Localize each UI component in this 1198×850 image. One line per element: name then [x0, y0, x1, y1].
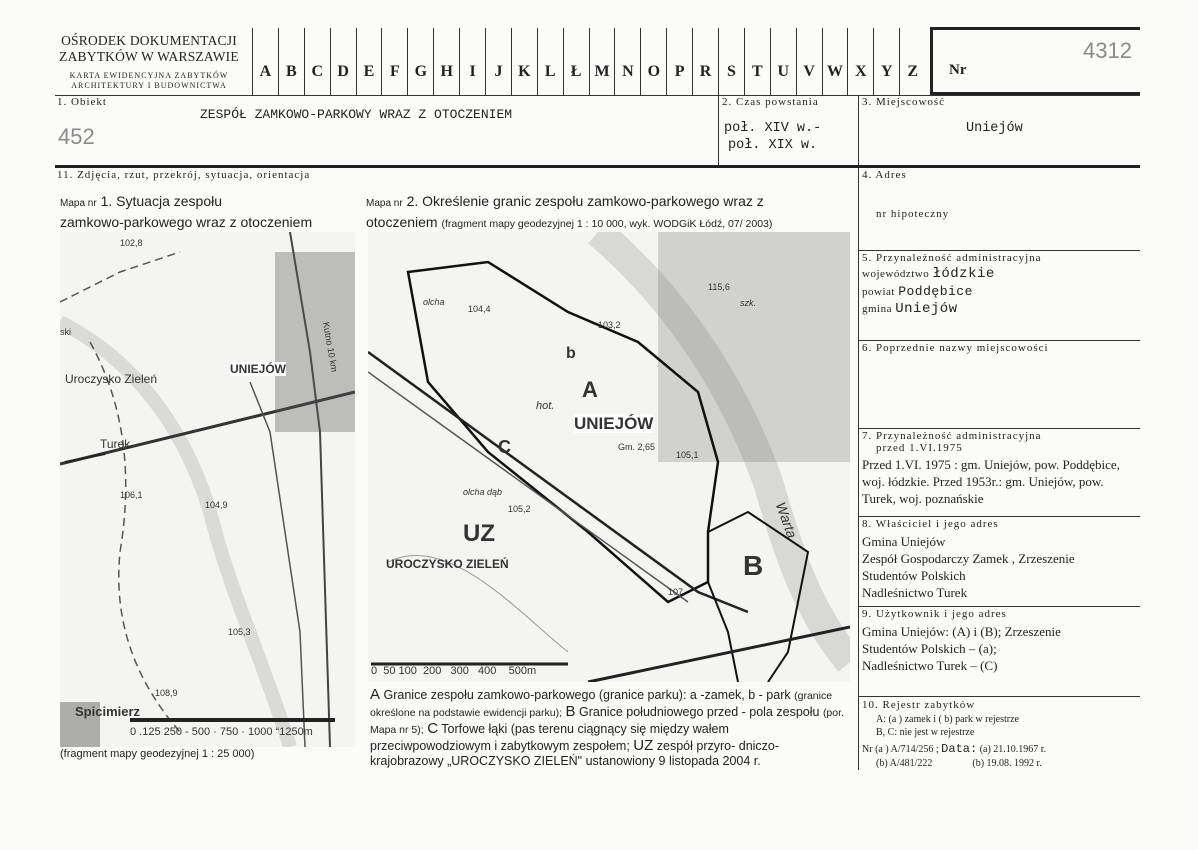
map-label: C: [498, 437, 511, 457]
index-letter: G: [407, 28, 433, 95]
index-letter: F: [381, 28, 407, 95]
map-label: Turek: [100, 437, 131, 451]
index-letter: S: [718, 28, 744, 95]
register-line-1: A: (a ) zamek i ( b) park w rejestrze: [876, 714, 1019, 725]
index-letter: Z: [899, 28, 925, 95]
nr-label: Nr: [949, 62, 967, 78]
map-label: 106,1: [120, 490, 143, 500]
index-letter: V: [796, 28, 822, 95]
map-1-title-line-1: Sytuacja zespołu: [116, 193, 222, 209]
index-letter: D: [330, 28, 356, 95]
index-letters: [252, 28, 925, 95]
org-line-2: ZABYTKÓW W WARSZAWIE: [59, 49, 239, 64]
commune-label: gmina: [862, 303, 892, 315]
index-letter: L: [537, 28, 563, 95]
map-label: Gm. 2,65: [618, 442, 656, 452]
map-2-prefix: Mapa nr: [366, 198, 403, 209]
mortgage-number-label: nr hipoteczny: [876, 208, 950, 220]
map-1-title-line-2: zamkowo-parkowego wraz z otoczeniem: [60, 214, 313, 230]
index-letter: K: [511, 28, 537, 95]
map-label: 115,6: [708, 282, 730, 292]
legend-key: A: [370, 686, 381, 703]
prior-affiliation: Przed 1.VI. 1975 : gm. Uniejów, pow. Poddębice, woj. łódzkie. Przed 1953r.: gm. Uniejów, pow. Turek, woj. poznańskie: [862, 457, 1120, 506]
index-letter: Y: [873, 28, 899, 95]
map-label: b: [566, 345, 576, 362]
map-2-number: 2.: [406, 193, 419, 209]
legend-text: zespół przyro- dniczo-krajobrazowy „UROCZYSKO ZIELEŃ" ustanowiony 9 listopada 2004 r.: [370, 739, 780, 768]
map-1-title: [60, 192, 312, 231]
field-1-label: 1. Obiekt: [57, 96, 107, 108]
map-label: 104,9: [205, 500, 228, 510]
legend-key: B: [565, 703, 576, 720]
map-label: Spicimierz: [75, 704, 141, 719]
map-1-situation: [60, 232, 355, 747]
index-letter: W: [822, 28, 848, 95]
map-1-caption: (fragment mapy geodezyjnej 1 : 25 000): [60, 748, 255, 760]
creation-time: [724, 120, 821, 154]
commune: Uniejów: [895, 301, 958, 317]
index-letter: R: [692, 28, 718, 95]
map-label: szk.: [740, 298, 757, 308]
register-nr-a: (a ) A/714/256 ;: [875, 744, 939, 755]
legend-text: Granice południowego przed - pola zespołu: [579, 705, 820, 719]
date-label: Data:: [941, 742, 978, 756]
index-letter: T: [744, 28, 770, 95]
card-line-1: KARTA EWIDENCYJNA ZABYTKÓW: [69, 71, 229, 80]
map-1-number: 1.: [100, 193, 113, 209]
map-label: ski: [60, 327, 71, 337]
county: Poddębice: [898, 284, 973, 299]
field-6-label: 6. Poprzednie nazwy miejscowości: [862, 342, 1049, 354]
field-9-label: 9. Użytkownik i jego adres: [862, 608, 1007, 620]
register-date-b: (b) 19.08. 1992 r.: [972, 758, 1042, 769]
map-1-scale-bar: 0 .125 250 - 500 · 750 · 1000 “1250m: [130, 726, 313, 738]
field-10-label: 10. Rejestr zabytków: [862, 699, 976, 711]
map-label: olcha: [423, 297, 445, 307]
voivodeship: łódzkie: [932, 266, 995, 282]
map-label: UNIEJÓW: [574, 414, 654, 433]
map-1-prefix: Mapa nr: [60, 198, 97, 209]
register-status: [876, 713, 1019, 739]
map-2-boundaries: [368, 232, 850, 682]
index-letter: O: [640, 28, 666, 95]
user-line: Nadleśnictwo Turek – (C): [862, 658, 998, 673]
field-7-label: 7. Przynależność administracyjna: [862, 430, 1042, 442]
user-line: Gmina Uniejów: (A) i (B); Zrzeszenie: [862, 624, 1061, 639]
owner-list: [862, 533, 1075, 601]
creation-time-line-2: poł. XIX w.: [728, 138, 818, 153]
map-label: 105,3: [228, 627, 251, 637]
index-letter: I: [459, 28, 485, 95]
map-1-drawing: [60, 232, 355, 747]
map-2-legend: [370, 687, 850, 769]
field-8-label: 8. Właściciel i jego adres: [862, 518, 999, 530]
index-letter: P: [666, 28, 692, 95]
legend-text: Torfowe łąki (pas terenu ciągnący się między wałem przeciwpowodziowym i zabytkowym zespołem;: [370, 722, 729, 753]
map-label: Warta: [772, 499, 801, 541]
owner-line: Gmina Uniejów: [862, 534, 946, 549]
map-label: UNIEJÓW: [230, 362, 287, 376]
institution-block: [50, 33, 248, 91]
map-label: 102,8: [120, 238, 143, 248]
legend-text: Granice zespołu zamkowo-parkowego (granice parku): a -zamek, b - park: [383, 688, 791, 702]
register-line-2: B, C: nie jest w rejestrze: [876, 727, 975, 738]
map-2-title-line-2: otoczeniem: [366, 214, 438, 230]
owner-line: Nadleśnictwo Turek: [862, 585, 968, 600]
user-list: [862, 623, 1061, 674]
index-letter: Ł: [563, 28, 589, 95]
map-label: 103,2: [598, 320, 621, 330]
map-2-source: (fragment mapy geodezyjnej 1 : 10 000, wyk. WODGiK Łódź, 07/ 2003): [441, 218, 773, 230]
field-7-label-2: przed 1.VI.1975: [876, 442, 963, 454]
index-letter: U: [770, 28, 796, 95]
map-label: olcha dąb: [463, 487, 503, 497]
index-letter: J: [485, 28, 511, 95]
card-line-2: ARCHITEKTURY I BUDOWNICTWA: [71, 81, 227, 90]
legend-key: C: [427, 720, 439, 737]
map-label: 107: [668, 587, 684, 597]
user-line: Studentów Polskich – (a);: [862, 641, 997, 656]
field-3-label: 3. Miejscowość: [862, 96, 946, 108]
map-label: A: [582, 377, 598, 402]
org-line-1: OŚRODEK DOKUMENTACJI: [61, 33, 237, 48]
map-label: 108,9: [155, 688, 178, 698]
index-letter: C: [304, 28, 330, 95]
field-5-label: 5. Przynależność administracyjna: [862, 252, 1042, 264]
index-letter: A: [252, 28, 278, 95]
register-nr-b: (b) A/481/222: [876, 758, 933, 769]
register-numbers: [862, 742, 1142, 771]
map-label: 105,2: [508, 504, 531, 514]
field-2-label: 2. Czas powstania: [722, 96, 819, 108]
object-name: ZESPÓŁ ZAMKOWO-PARKOWY WRAZ Z OTOCZENIEM: [200, 107, 513, 122]
register-date-a: (a) 21.10.1967 r.: [979, 744, 1047, 755]
map-label: B: [743, 550, 764, 581]
handwritten-number: 452: [58, 124, 95, 149]
county-label: powiat: [862, 286, 895, 298]
number-box: [930, 27, 1140, 95]
map-label: UZ: [463, 520, 495, 547]
index-letter: B: [278, 28, 304, 95]
map-label: hot.: [536, 400, 555, 412]
index-letter: M: [589, 28, 615, 95]
creation-time-line-1: poł. XIV w.-: [724, 121, 822, 136]
nr-label: Nr: [862, 744, 873, 755]
index-letter: E: [356, 28, 382, 95]
index-letter: H: [433, 28, 459, 95]
map-label: 105,1: [676, 450, 699, 460]
map-2-title: [366, 192, 856, 233]
field-11-label: 11. Zdjęcia, rzut, przekrój, sytuacja, orientacja: [57, 169, 311, 181]
owner-line: Studentów Polskich: [862, 568, 966, 583]
voivodeship-label: województwo: [862, 268, 930, 280]
owner-line: Zespół Gospodarczy Zamek , Zrzeszenie: [862, 551, 1075, 566]
field-4-label: 4. Adres: [862, 169, 907, 181]
legend-key: UZ: [633, 737, 654, 754]
map-label: Kutno 10 km: [320, 321, 340, 373]
map-label: Uroczysko Zieleń: [65, 372, 158, 386]
map-2-title-line-1: Określenie granic zespołu zamkowo-parkowego wraz z: [422, 193, 764, 209]
map-label: UROCZYSKO ZIELEŃ: [386, 557, 509, 571]
legend-text: (por. Mapa nr 5);: [370, 707, 844, 736]
index-letter: X: [847, 28, 873, 95]
map-2-scale-bar: 0 50 100 200 300 400 500m: [371, 665, 537, 677]
locality: Uniejów: [966, 121, 1023, 136]
map-label: 104,4: [468, 304, 491, 314]
nr-handwritten: 4312: [1083, 38, 1132, 63]
index-letter: N: [614, 28, 640, 95]
admin-affiliation: [862, 266, 995, 318]
legend-text: (granice określone na podstawie ewidencji parku);: [370, 690, 833, 719]
